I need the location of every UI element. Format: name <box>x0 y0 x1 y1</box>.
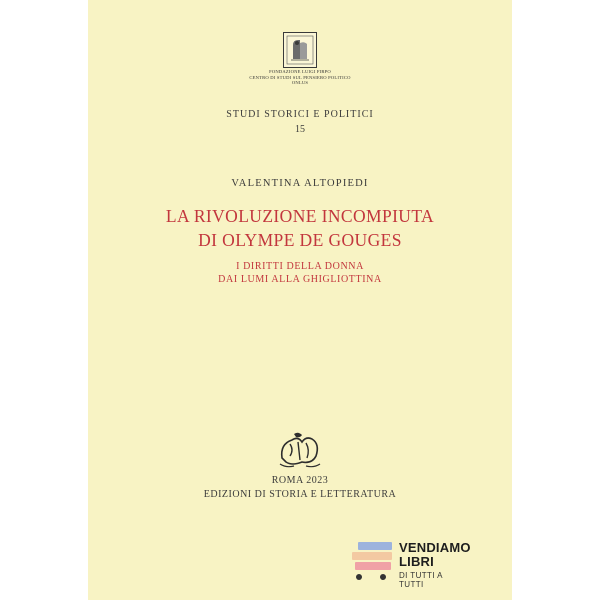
book-stack-icon <box>352 540 392 588</box>
book-stack-bar <box>352 552 392 560</box>
book-stack-bar <box>358 542 392 550</box>
place-and-year: ROMA 2023 <box>271 475 329 486</box>
foundation-line: FONDAZIONE LUIGI FIRPO <box>269 69 331 74</box>
foundation-line: ONLUS <box>291 80 309 86</box>
book-subtitle-line-2: DAI LUMI ALLA GHIGLIOTTINA <box>218 274 382 285</box>
watermark-line-2: LIBRI <box>399 554 434 569</box>
book-stack-bar <box>355 562 391 570</box>
foundation-line: CENTRO DI STUDI SUL PENSIERO POLITICO <box>249 74 351 80</box>
book-cover <box>88 0 512 600</box>
publisher-colophon-icon <box>276 430 324 470</box>
foundation-name <box>88 69 512 86</box>
book-title-line-1: LA RIVOLUZIONE INCOMPIUTA <box>165 206 435 226</box>
cart-wheel-icon <box>380 574 386 580</box>
vendiamo-libri-watermark <box>352 540 471 590</box>
series-number: 15 <box>295 124 305 135</box>
book-subtitle-line-1: I DIRITTI DELLA DONNA <box>236 261 364 272</box>
publisher-name: EDIZIONI DI STORIA E LETTERATURA <box>203 489 397 500</box>
watermark-line-1: VENDIAMO <box>399 540 471 555</box>
author-name: VALENTINA ALTOPIEDI <box>231 178 369 189</box>
book-title-line-2: DI OLYMPE DE GOUGES <box>198 230 402 250</box>
cart-wheel-icon <box>356 574 362 580</box>
watermark-tagline: DI TUTTI A TUTTI <box>399 571 443 589</box>
series-name: STUDI STORICI E POLITICI <box>226 109 374 120</box>
foundation-emblem-icon <box>283 32 317 68</box>
